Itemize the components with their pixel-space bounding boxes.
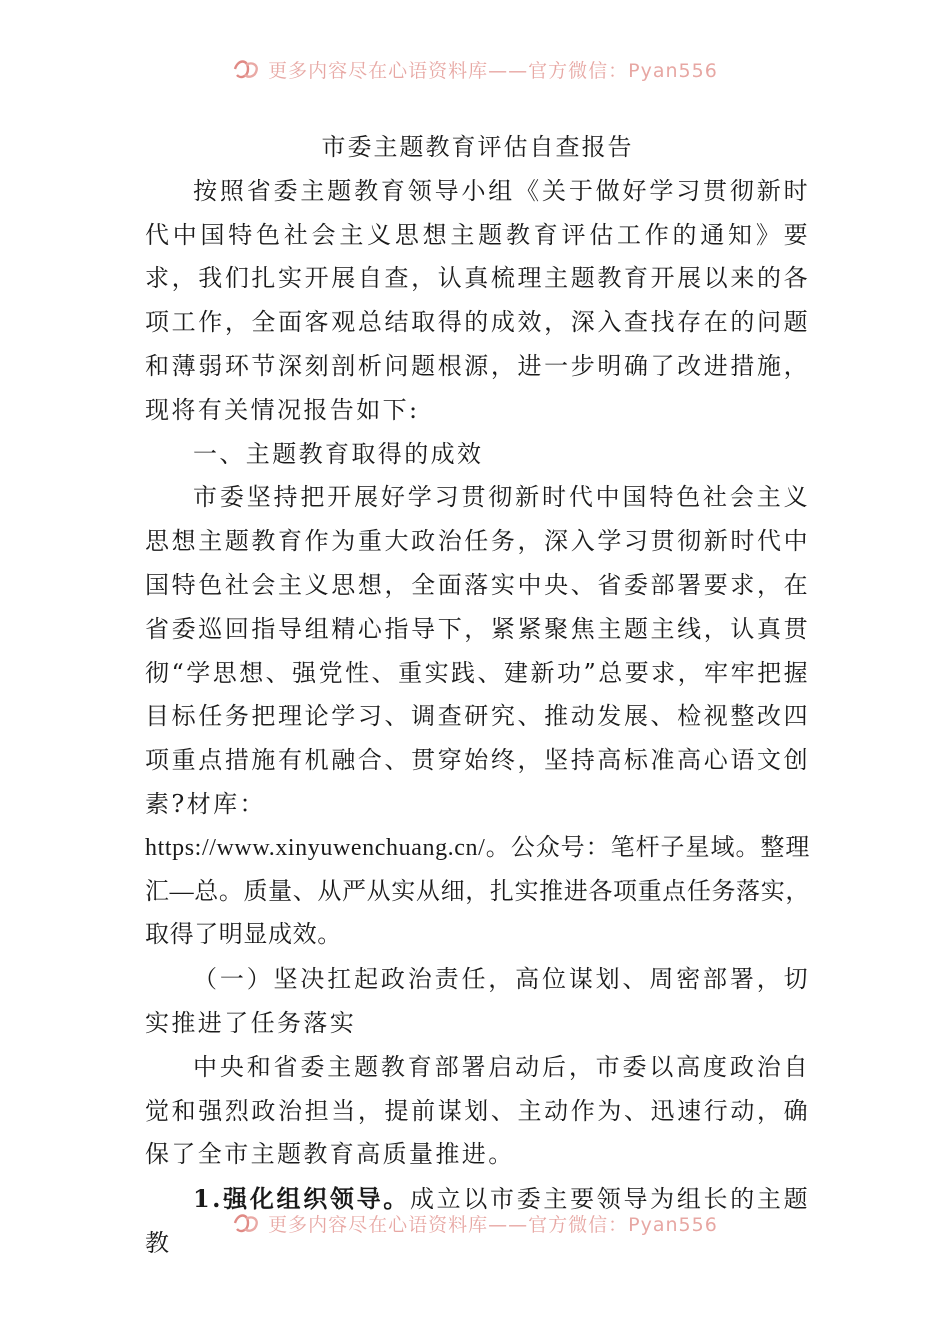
intro-paragraph: 按照省委主题教育领导小组《关于做好学习贯彻新时代中国特色社会主义思想主题教育评估工作的通知》要求，我们扎实开展自查，认真梳理主题教育开展以来的各项工作，全面客观总结取得的成效，深入查找存在的问题和薄弱环节深刻剖析问题根源，进一步明确了改进措施，现将有关情况报告如下: bbox=[145, 176, 810, 424]
document-body bbox=[145, 126, 810, 1266]
document-title: 市委主题教育评估自查报告 bbox=[321, 133, 634, 161]
watermark-header bbox=[0, 52, 950, 86]
list-item-lead: 1.强化组织领导。 bbox=[193, 1184, 410, 1214]
body-paragraph: 中央和省委主题教育部署启动后，市委以高度政治自觉和强烈政治担当，提前谋划、主动作为、迅速行动，确保了全市主题教育高质量推进。 bbox=[145, 1052, 810, 1169]
watermark-text: 更多内容尽在心语资料库——官方微信：Pyan556 bbox=[268, 1213, 718, 1236]
watermark-text: 更多内容尽在心语资料库——官方微信：Pyan556 bbox=[268, 59, 718, 82]
list-item-text: 成立以市委主要领导为组长的主题教 bbox=[145, 1185, 811, 1257]
brand-logo-icon bbox=[232, 1211, 262, 1235]
watermark-footer bbox=[0, 1206, 950, 1240]
section-heading: 一、主题教育取得的成效 bbox=[193, 439, 484, 468]
section-paragraph-continued: https://www.xinyuwenchuang.cn/。公众号：笔杆子星域。整理汇—总。质量、从严从实从细，扎实推进各项重点任务落实，取得了明显成效。 bbox=[145, 834, 810, 949]
section-paragraph: 市委坚持把开展好学习贯彻新时代中国特色社会主义思想主题教育作为重大政治任务，深入学习贯彻新时代中国特色社会主义思想，全面落实中央、省委部署要求，在省委巡回指导组精心指导下，紧紧聚焦主题主线，认真贯彻“学思想、强党性、重实践、建新功”总要求，牢牢把握目标任务把理论学习、调查研究、推动发展、检视整改四项重点措施有机融合、贯穿始终，坚持高标准高心语文创素?材库： bbox=[145, 483, 810, 818]
brand-logo-icon bbox=[232, 57, 262, 81]
subsection-heading: （一）坚决扛起政治责任，高位谋划、周密部署，切实推进了任务落实 bbox=[145, 965, 810, 1037]
